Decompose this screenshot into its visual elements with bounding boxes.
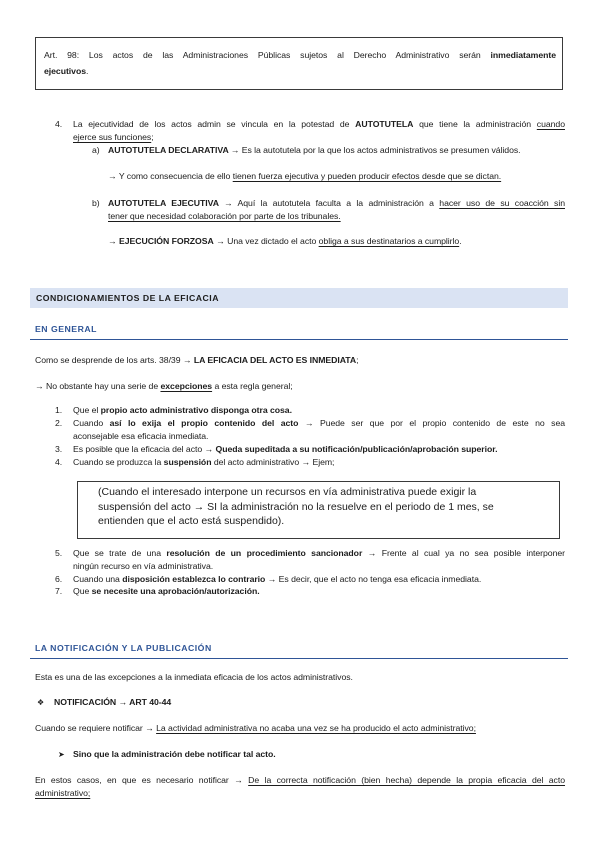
underlined-run: hacer uso de su coacción sin (439, 197, 565, 208)
section-title: CONDICIONAMIENTOS DE LA EFICACIA (36, 293, 219, 303)
list-number: 4. (55, 119, 63, 129)
text-run: Aquí la autotutela faculta a la administración a (232, 197, 440, 208)
subsection-heading-general: EN GENERAL (35, 323, 97, 334)
text-run: Que el (73, 404, 101, 415)
example-line: suspensión del acto → SI la administración no la resuelve en el periodo de 1 mes, se (98, 500, 494, 513)
text-run: . (459, 235, 462, 246)
bold-run: LA EFICACIA DEL ACTO ES INMEDIATA (193, 354, 357, 365)
underlined-run: ejerce sus funciones (73, 132, 152, 142)
text-run: Cuando una (73, 573, 123, 584)
underlined-run: cuando (536, 119, 565, 129)
quote-text: Art. 98: Los actos de las Administraciones Públicas sujetos al Derecho Administrativo serán (44, 50, 491, 60)
bold-run: disposición establezca lo contrario (122, 573, 266, 584)
list-item (73, 417, 565, 430)
text-run: → Frente al cual ya no sea posible interponer (362, 547, 565, 558)
subsection-heading-notification: LA NOTIFICACIÓN Y LA PUBLICACIÓN (35, 642, 212, 653)
example-line: entienden que el acto está suspendido). (98, 515, 285, 527)
ejecutiva-line-1 (108, 197, 565, 210)
diamond-bullet-icon: ❖ (37, 697, 45, 707)
bold-run: → EJECUCIÓN FORZOSA (108, 235, 214, 246)
bold-run: propio acto administrativo disponga otra cosa. (100, 404, 292, 415)
example-line: (Cuando el interesado interpone un recursos en vía administrativa puede exigir la (98, 486, 477, 498)
list-item (73, 547, 565, 560)
list-item-continuation: aconsejable esa eficacia inmediata. (73, 430, 209, 441)
quote-emphasis: inmediatamente (490, 50, 556, 60)
underlined-run: tienen fuerza ejecutiva y pueden producir efectos desde que se dictan. (232, 170, 502, 181)
section-title-band (30, 288, 568, 308)
list-number: 2. (55, 417, 63, 428)
ejecutiva-line-2 (108, 210, 341, 223)
list-number: 4. (55, 456, 63, 467)
heading-rule (30, 658, 568, 659)
notification-intro: Esta es una de las excepciones a la inmediata eficacia de los actos administrativos. (35, 671, 353, 682)
text-run: → No obstante hay una serie de (35, 380, 161, 391)
text-run: → Puede ser que por el propio contenido de este no sea (298, 417, 566, 428)
text-run: Cuando (73, 417, 110, 428)
text-run: Que se trate de una (73, 547, 167, 558)
quote-line-2 (44, 65, 88, 78)
text-run: Es posible que la eficacia del acto → (73, 443, 216, 454)
quote-end: . (86, 66, 89, 76)
text-run: ; (151, 132, 154, 142)
notification-cases-line-1 (35, 774, 565, 787)
list-item (73, 585, 260, 598)
list-item (73, 456, 334, 469)
list-item (73, 443, 497, 456)
text-run: Que (73, 585, 92, 596)
list-item-continuation: ningún recurso en vía administrativa. (73, 560, 214, 571)
underlined-run: La actividad administrativa no acaba una vez se ha producido el acto administrativo; (156, 722, 476, 733)
notification-bullet-title (54, 696, 171, 709)
text-run: a esta regla general; (212, 380, 293, 391)
declarativa-line (108, 144, 521, 157)
general-intro (35, 354, 359, 367)
bold-run: se necesite una aprobación/autorización. (91, 585, 260, 596)
notification-require (35, 722, 476, 735)
bold-run: AUTOTUTELA DECLARATIVA → (108, 144, 240, 155)
arrow-bullet-icon: ➤ (58, 749, 65, 759)
text-run: En estos casos, en que es necesario notificar → (35, 774, 249, 785)
bold-run: así lo exija el propio contenido del acto (109, 417, 299, 428)
list-number: 6. (55, 573, 63, 584)
text-run: → Es decir, que el acto no tenga esa eficacia inmediata. (265, 573, 482, 584)
bold-run: resolución de un procedimiento sancionador (166, 547, 363, 558)
notification-sub-bullet (73, 748, 276, 761)
text-run: ; (356, 354, 359, 365)
bold-run: Queda supeditada a su notificación/publicación/aprobación superior. (215, 443, 498, 454)
autotutela-line-2 (73, 131, 154, 144)
quote-line-1 (44, 49, 556, 62)
text-run: → Una vez dictado el acto (213, 235, 319, 246)
bold-run: Sino que la administración debe notificar tal acto. (73, 748, 276, 759)
declarativa-consequence (108, 170, 501, 183)
article-quote-box (35, 37, 563, 90)
ejecucion-forzosa-line (108, 235, 462, 248)
sublist-marker: a) (92, 144, 100, 155)
underlined-run: administrativo; (35, 787, 91, 798)
text-run: La ejecutividad de los actos admin se vincula en la potestad de (73, 119, 356, 129)
bold-run: AUTOTUTELA (355, 119, 414, 129)
general-exceptions (35, 380, 293, 393)
bold-run: NOTIFICACIÓN → ART 40-44 (54, 696, 172, 707)
underlined-run: tener que necesidad colaboración por parte de los tribunales. (108, 210, 341, 221)
text-run: → Y como consecuencia de ello (108, 170, 233, 181)
list-item (73, 404, 292, 417)
list-number: 7. (55, 585, 63, 596)
bold-run: AUTOTUTELA EJECUTIVA → (108, 197, 233, 208)
list-number: 1. (55, 404, 63, 415)
bold-underlined-run: excepciones (160, 380, 213, 391)
text-run: Es la autotutela por la que los actos administrativos se presumen válidos. (239, 144, 521, 155)
list-number: 5. (55, 547, 63, 558)
text-run: del acto administrativo → Ejem; (211, 456, 335, 467)
heading-rule (30, 339, 568, 340)
text-run: que tiene la administración (413, 119, 537, 129)
underlined-run: De la correcta notificación (bien hecha) depende la propia eficacia del acto (248, 774, 566, 785)
list-number: 3. (55, 443, 63, 454)
text-run: Como se desprende de los arts. 38/39 → (35, 354, 194, 365)
underlined-run: obliga a sus destinatarios a cumplirlo (318, 235, 460, 246)
quote-emphasis: ejecutivos (44, 66, 86, 76)
notification-cases-line-2 (35, 787, 90, 800)
text-run: Cuando se produzca la (73, 456, 164, 467)
autotutela-line-1 (73, 118, 565, 131)
bold-run: suspensión (163, 456, 212, 467)
sublist-marker: b) (92, 197, 100, 208)
text-run: Cuando se requiere notificar → (35, 722, 157, 733)
